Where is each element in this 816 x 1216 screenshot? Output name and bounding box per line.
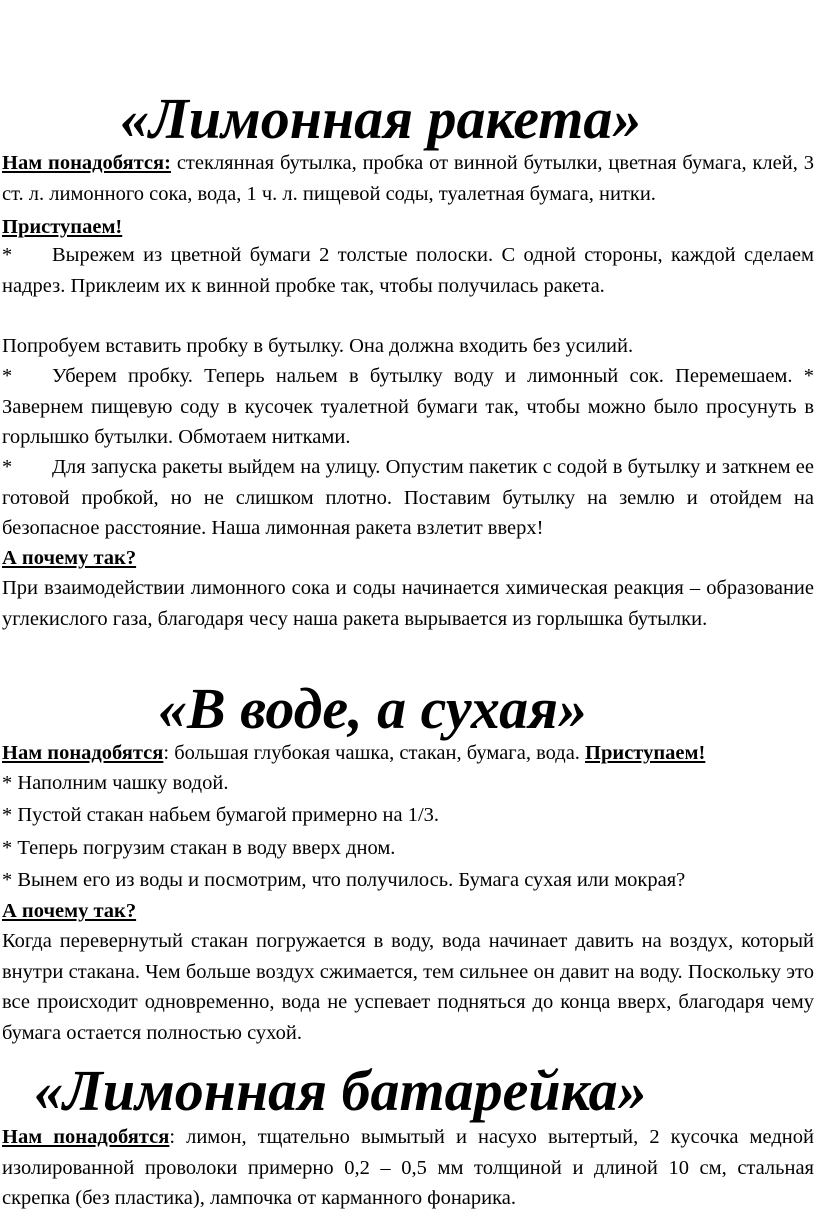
why-paragraph: Когда перевернутый стакан погружается в воду, вода начинает давить на воздух, который внутри стакана. Чем больше воздух сжимается, тем сильнее он давит на воду. Поскольку это все происходит одновременно, вода не успевает подняться до конца вверх, благодаря чему бумага остается полностью сухой. [2, 930, 814, 1044]
step-paragraph-1 [2, 240, 814, 301]
start-heading: Приступаем! [585, 742, 706, 764]
materials-text: : лимон, тщательно вымытый и насухо вытертый, 2 кусочка медной изолированной проволоки примерно 0,2 – 0,5 мм толщиной и длиной 10 см, стальная скрепка (без пластика), лампочка от карманного фонарика. [2, 1126, 814, 1209]
why-heading: А почему так? [2, 547, 137, 569]
step-paragraph-2 [2, 361, 814, 453]
materials-label: Нам понадобятся [2, 742, 164, 764]
materials-paragraph [2, 738, 814, 769]
step-text-1: Вырежем из цветной бумаги 2 толстые полоски. С одной стороны, каждой сделаем надрез. Приклеим их к винной пробке так, чтобы получилась ракета. [2, 244, 814, 297]
section-title-lemon-rocket: «Лимонная ракета» [120, 86, 642, 151]
section-title-dry-in-water: «В воде, а сухая» [158, 676, 588, 741]
section-title-lemon-battery: «Лимонная батарейка» [34, 1058, 647, 1123]
materials-label: Нам понадобятся [2, 1126, 170, 1148]
materials-paragraph [2, 1122, 814, 1214]
materials-label: Нам понадобятся: [2, 152, 171, 174]
materials-text: стеклянная бутылка, пробка от винной бутылки, цветная бумага, клей, 3 ст. л. лимонного сока, вода, 1 ч. л. пищевой соды, туалетная бумага, нитки. [2, 152, 814, 205]
list-item: * Теперь погрузим стакан в воду вверх дном. [2, 837, 396, 859]
why-paragraph: При взаимодействии лимонного сока и соды начинается химическая реакция – образование углекислого газа, благодаря чесу наша ракета вырывается из горлышка бутылки. [2, 577, 814, 630]
why-heading: А почему так? [2, 900, 137, 922]
materials-text: : большая глубокая чашка, стакан, бумага, вода. [163, 742, 586, 764]
step-text-3: Для запуска ракеты выйдем на улицу. Опустим пакетик с содой в бутылку и заткнем ее готовой пробкой, но не слишком плотно. Поставим бутылку на землю и отойдем на безопасное расстояние. Наша лимонная ракета взлетит вверх! [2, 456, 814, 539]
bullet-marker: * [2, 456, 13, 478]
bullet-marker: * [2, 244, 13, 266]
start-heading: Приступаем! [2, 216, 123, 238]
step-text-2: Уберем пробку. Теперь нальем в бутылку воду и лимонный сок. Перемешаем. * Завернем пищевую соду в кусочек туалетной бумаги так, чтобы можно было просунуть в горлышко бутылки. Обмотаем нитками. [2, 365, 814, 448]
list-item: * Пустой стакан набьем бумагой примерно на 1/3. [2, 804, 440, 826]
step-paragraph-1-continued: Попробуем вставить пробку в бутылку. Она должна входить без усилий. [2, 335, 634, 357]
bullet-marker: * [2, 365, 13, 387]
materials-paragraph [2, 148, 814, 209]
step-paragraph-3 [2, 452, 814, 544]
list-item: * Вынем его из воды и посмотрим, что получилось. Бумага сухая или мокрая? [2, 869, 686, 891]
list-item: * Наполним чашку водой. [2, 772, 229, 794]
